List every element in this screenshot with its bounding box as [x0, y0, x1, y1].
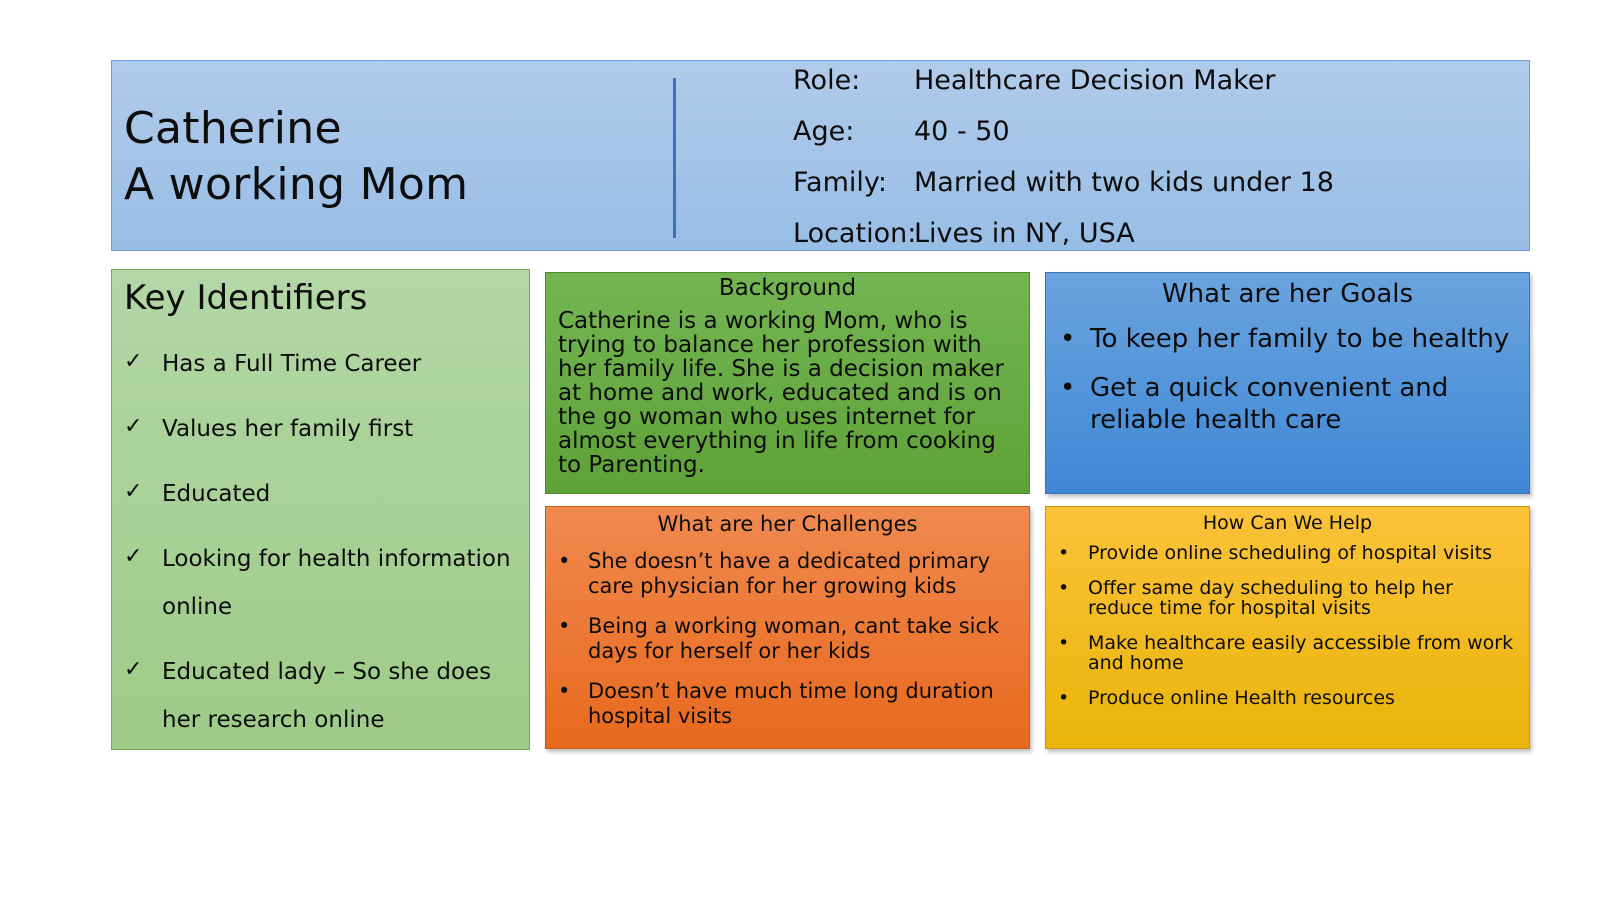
list-item: [558, 614, 1019, 664]
list-item: [1058, 633, 1521, 673]
list-item-text: Get a quick convenient and reliable health care: [1090, 373, 1449, 435]
list-item-text: To keep her family to be healthy: [1090, 324, 1510, 354]
challenges-card: [545, 506, 1030, 749]
list-item: [124, 535, 524, 631]
list-item: [1060, 323, 1519, 355]
help-list: [1058, 543, 1521, 723]
info-label: Role:: [793, 65, 861, 96]
checkmark-icon: ✓: [124, 414, 143, 439]
persona-header: [111, 60, 1530, 251]
list-item: [1058, 543, 1521, 563]
list-item: [558, 679, 1019, 729]
list-item: [124, 405, 524, 453]
goals-card: [1045, 272, 1530, 494]
list-item-text: Values her family first: [162, 416, 414, 442]
persona-name-line2: A working Mom: [124, 159, 469, 210]
challenges-title: What are her Challenges: [657, 512, 918, 536]
key-identifiers-title: Key Identifiers: [124, 278, 368, 318]
info-label: Family:: [793, 167, 888, 198]
key-identifiers-list: [124, 340, 524, 761]
list-item: [124, 648, 524, 744]
bullet-icon: •: [1058, 577, 1070, 599]
list-item-text: Produce online Health resources: [1088, 687, 1395, 709]
bullet-icon: •: [1058, 542, 1070, 564]
bullet-icon: •: [1058, 632, 1070, 654]
list-item-text: Looking for health information online: [162, 546, 511, 620]
header-divider: [673, 78, 676, 238]
bullet-icon: •: [558, 549, 571, 573]
help-card: [1045, 506, 1530, 749]
list-item: [124, 340, 524, 388]
list-item-text: Being a working woman, cant take sick days for herself or her kids: [588, 614, 1000, 663]
list-item-text: Educated: [162, 481, 271, 507]
help-title: How Can We Help: [1202, 512, 1373, 534]
list-item-text: Provide online scheduling of hospital visits: [1088, 542, 1493, 564]
info-label: Location:: [793, 218, 917, 249]
background-card: [545, 272, 1030, 494]
goals-list: [1060, 323, 1519, 453]
list-item-text: She doesn’t have a dedicated primary care physician for her growing kids: [588, 549, 991, 598]
info-value: Healthcare Decision Maker: [914, 65, 1276, 96]
list-item-text: Educated lady – So she does her research online: [162, 659, 492, 733]
bullet-icon: •: [558, 614, 571, 638]
list-item: [1058, 688, 1521, 708]
persona-name: [124, 101, 468, 213]
list-item-text: Doesn’t have much time long duration hospital visits: [588, 679, 994, 728]
list-item: [1058, 578, 1521, 618]
bullet-icon: •: [558, 679, 571, 703]
background-text: Catherine is a working Mom, who is trying to balance her profession with her family life. She is a decision maker at home and work, educated and is on the go woman who uses internet for almost everything in life from cooking to Parenting.: [558, 308, 1004, 478]
key-identifiers-panel: [111, 269, 530, 750]
info-label: Age:: [793, 116, 855, 147]
list-item: [1060, 372, 1519, 436]
checkmark-icon: ✓: [124, 657, 143, 682]
info-value: Married with two kids under 18: [914, 167, 1334, 198]
checkmark-icon: ✓: [124, 544, 143, 569]
checkmark-icon: ✓: [124, 479, 143, 504]
list-item-text: Make healthcare easily accessible from work and home: [1088, 632, 1514, 674]
challenges-list: [558, 549, 1019, 744]
bullet-icon: •: [1060, 324, 1076, 354]
bullet-icon: •: [1060, 373, 1076, 403]
background-title: Background: [718, 275, 857, 301]
list-item: [124, 470, 524, 518]
persona-name-line1: Catherine: [124, 103, 342, 154]
bullet-icon: •: [1058, 687, 1070, 709]
info-value: Lives in NY, USA: [914, 218, 1135, 249]
list-item-text: Has a Full Time Career: [162, 351, 422, 377]
list-item: [558, 549, 1019, 599]
checkmark-icon: ✓: [124, 349, 143, 374]
list-item-text: Offer same day scheduling to help her reduce time for hospital visits: [1088, 577, 1453, 619]
goals-title: What are her Goals: [1161, 279, 1414, 309]
info-value: 40 - 50: [914, 116, 1010, 147]
